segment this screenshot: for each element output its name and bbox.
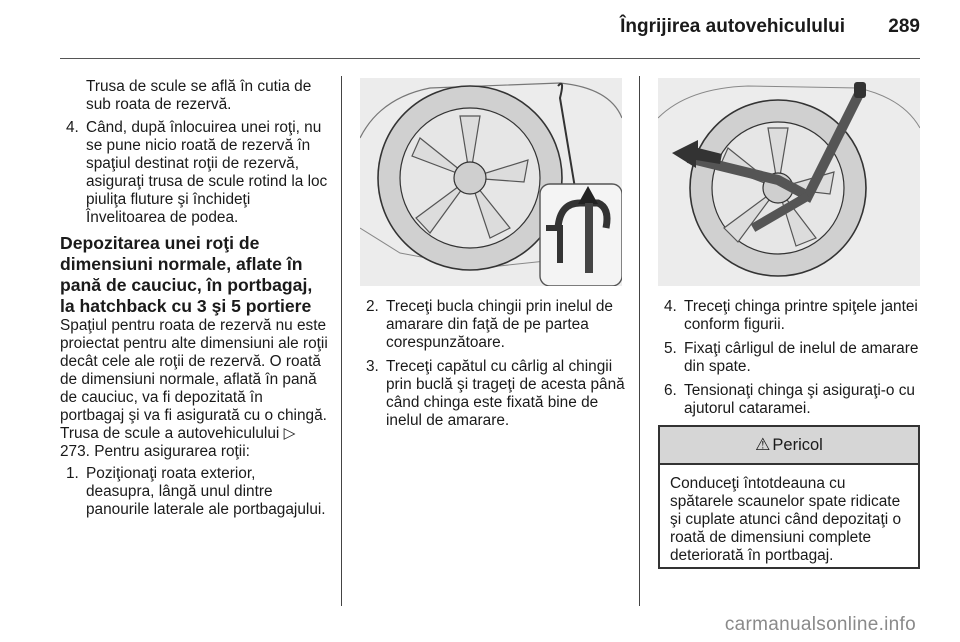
- step-number: 4.: [664, 298, 677, 315]
- step-1-position-wheel: [60, 465, 328, 519]
- step-number: 1.: [66, 465, 79, 482]
- section-heading: Depozitarea unei roţi de dimensiuni normale, aflate în pană de cauciuc, în portbagaj, la hatchback cu 3 şi 5 portiere: [60, 233, 313, 316]
- watermark-text: carmanualsonline.info: [724, 614, 916, 635]
- step-text: Fixaţi cârligul de inelul de amarare din spate.: [684, 340, 919, 375]
- step-4-tool-kit: [60, 119, 328, 227]
- header-rule: [60, 58, 920, 59]
- tool-kit-note: Trusa de scule se află în cutia de sub roata de rezervă.: [86, 78, 312, 113]
- step-number: 6.: [664, 382, 677, 399]
- step-number: 3.: [366, 358, 379, 375]
- step-2-strap-loop: [360, 298, 630, 352]
- step-text: Treceţi chinga printre spiţele jantei conform figurii.: [684, 298, 918, 333]
- section-body: [60, 317, 328, 461]
- strap-through-spokes-drawing: [658, 78, 920, 286]
- column-divider-1: [341, 76, 342, 606]
- danger-header: [660, 427, 918, 465]
- figure-strap-loop-illustration: [360, 78, 622, 286]
- step-number: 5.: [664, 340, 677, 357]
- body-text: Spaţiul pentru roata de rezervă nu este proiectat pentru alte dimensiuni ale roţii decât cele ale roţii de rezervă. O roată de dimensiuni normale, aflată în pană de cauciuc, va fi depozitată în portbagaj şi va fi asigurată cu o chingă. Trusa de scule a autovehiculului: [60, 317, 328, 442]
- page-reference-icon: ▷: [283, 425, 296, 442]
- step-3-hook-end: [360, 358, 630, 430]
- step-text: Treceţi bucla chingii prin inelul de amarare din faţă de pe partea corespunzătoare.: [386, 298, 613, 351]
- warning-triangle-icon: ⚠: [755, 435, 771, 454]
- danger-text: Conduceţi întotdeauna cu spătarele scaunelor spate ridicate şi cuplate atunci când depozitaţi o roată de dimensiuni complete deteriorată în portbagaj.: [670, 475, 902, 564]
- step-text: Treceţi capătul cu cârlig al chingii prin buclă şi trageţi de acesta până când chinga este fixată bine de inelul de amarare.: [386, 358, 625, 429]
- column-3: [658, 298, 926, 424]
- page-number: 289: [888, 16, 920, 37]
- column-1: [60, 78, 328, 525]
- step-number: 4.: [66, 119, 79, 136]
- column-divider-2: [639, 76, 640, 606]
- danger-warning-box: [658, 425, 920, 569]
- spare-wheel-strap-drawing: [360, 78, 622, 286]
- step-text: Tensionaţi chinga şi asiguraţi-o cu ajutorul cataramei.: [684, 382, 915, 417]
- danger-title: Pericol: [772, 435, 823, 454]
- step-text: Poziţionaţi roata exterior, deasupra, lângă unul dintre panourile laterale ale portbagajului.: [86, 465, 326, 518]
- running-header-title: Îngrijirea autovehiculului: [620, 16, 845, 37]
- step-4-strap-spokes: [658, 298, 926, 334]
- step-text: Când, după înlocuirea unei roţi, nu se pune nicio roată de rezervă în spaţiul destinat roţii de rezervă, asiguraţi trusa de scule rotind la loc piuliţa fluture şi închideţi Învelitoarea de podea.: [86, 119, 328, 226]
- reference-text: 273. Pentru asigurarea roţii:: [60, 443, 250, 460]
- figure-strap-through-spokes: [658, 78, 920, 286]
- step-5-attach-hook: [658, 340, 926, 376]
- step-number: 2.: [366, 298, 379, 315]
- column-2: [360, 298, 630, 436]
- step-6-tension-strap: [658, 382, 926, 418]
